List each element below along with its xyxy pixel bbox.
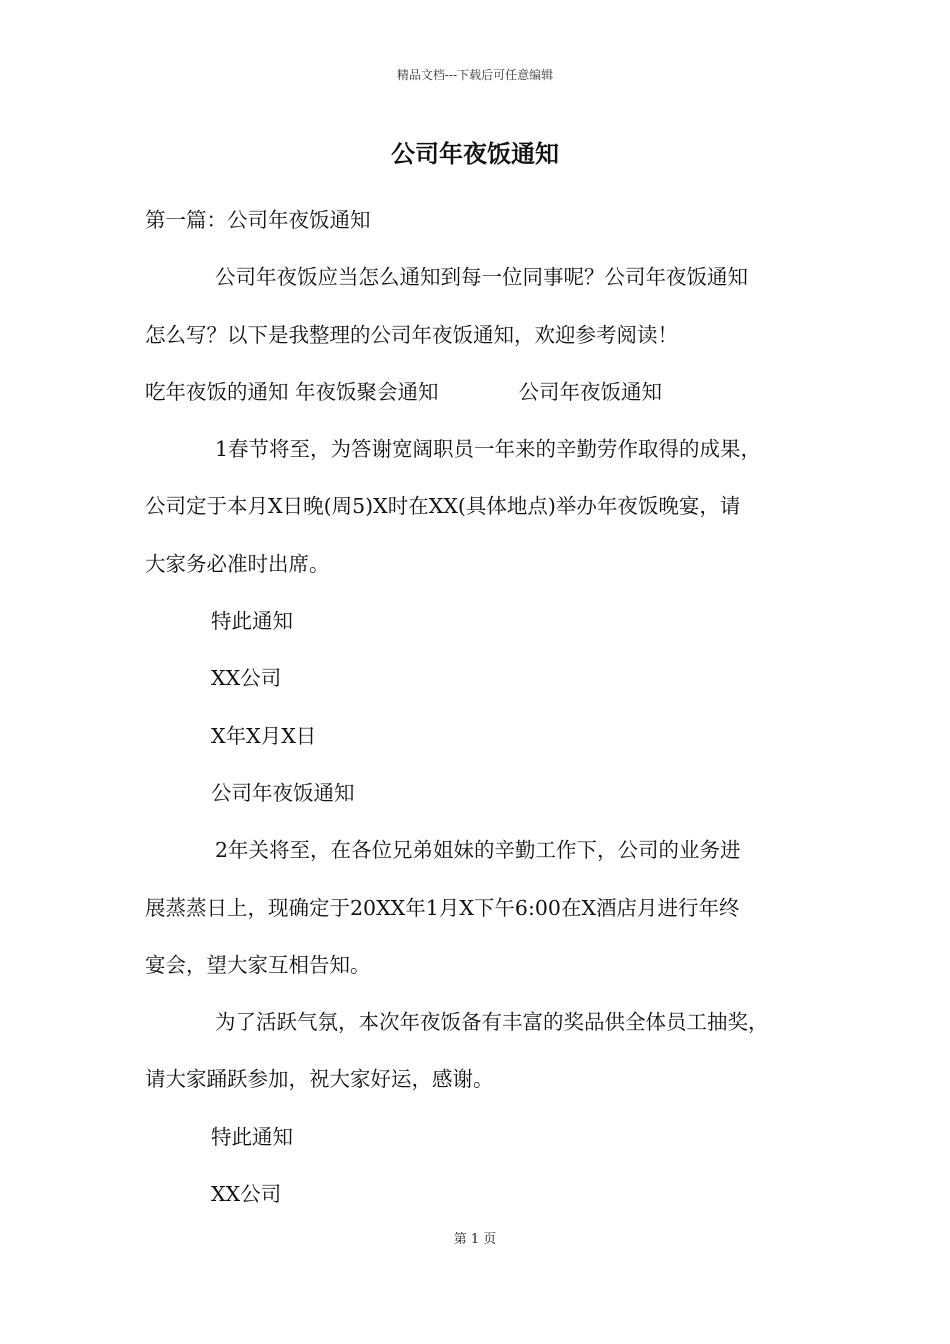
paragraph-line: 宴会，望大家互相告知。 [145,952,371,977]
related-title-group: 吃年夜饭的通知 年夜饭聚会通知 [145,379,439,404]
signature-date: X年X月X日 [211,723,317,748]
section-heading: 第一篇：公司年夜饭通知 [145,208,371,232]
header-note: 精品文档---下载后可任意编辑 [396,68,554,82]
document-body [145,192,835,1223]
paragraph-line: 为了活跃气氛，本次年夜饭备有丰富的奖品供全体员工抽奖， [215,1010,769,1035]
closing-line: 特此通知 [211,609,293,634]
paragraph-line: 2年关将至，在各位兄弟姐妹的辛勤工作下，公司的业务进 [215,838,741,863]
paragraph-line: 公司定于本月X日晚(周5)X时在XX(具体地点)举办年夜饭晚宴，请 [145,494,741,519]
paragraph-line: 请大家踊跃参加，祝大家好运，感谢。 [145,1067,494,1092]
paragraph-line [145,364,835,421]
closing-line: 特此通知 [211,1124,293,1149]
paragraph-line: 公司年夜饭应当怎么通知到每一位同事呢？公司年夜饭通知 [215,265,748,290]
signature-company: XX公司 [211,1182,282,1207]
related-title: 公司年夜饭通知 [518,379,663,404]
page-number: 第 1 页 [453,1232,497,1247]
subsection-title: 公司年夜饭通知 [211,780,355,805]
paragraph-line: 大家务必准时出席。 [145,551,330,576]
signature-company: XX公司 [211,666,282,691]
paragraph-line: 展蒸蒸日上，现确定于20XX年1月X下午6:00在X酒店月进行年终 [145,895,740,920]
document-title: 公司年夜饭通知 [391,139,559,168]
paragraph-line: 1春节将至，为答谢宽阔职员一年来的辛勤劳作取得的成果， [215,437,762,462]
paragraph-line: 怎么写？以下是我整理的公司年夜饭通知，欢迎参考阅读！ [145,322,678,347]
